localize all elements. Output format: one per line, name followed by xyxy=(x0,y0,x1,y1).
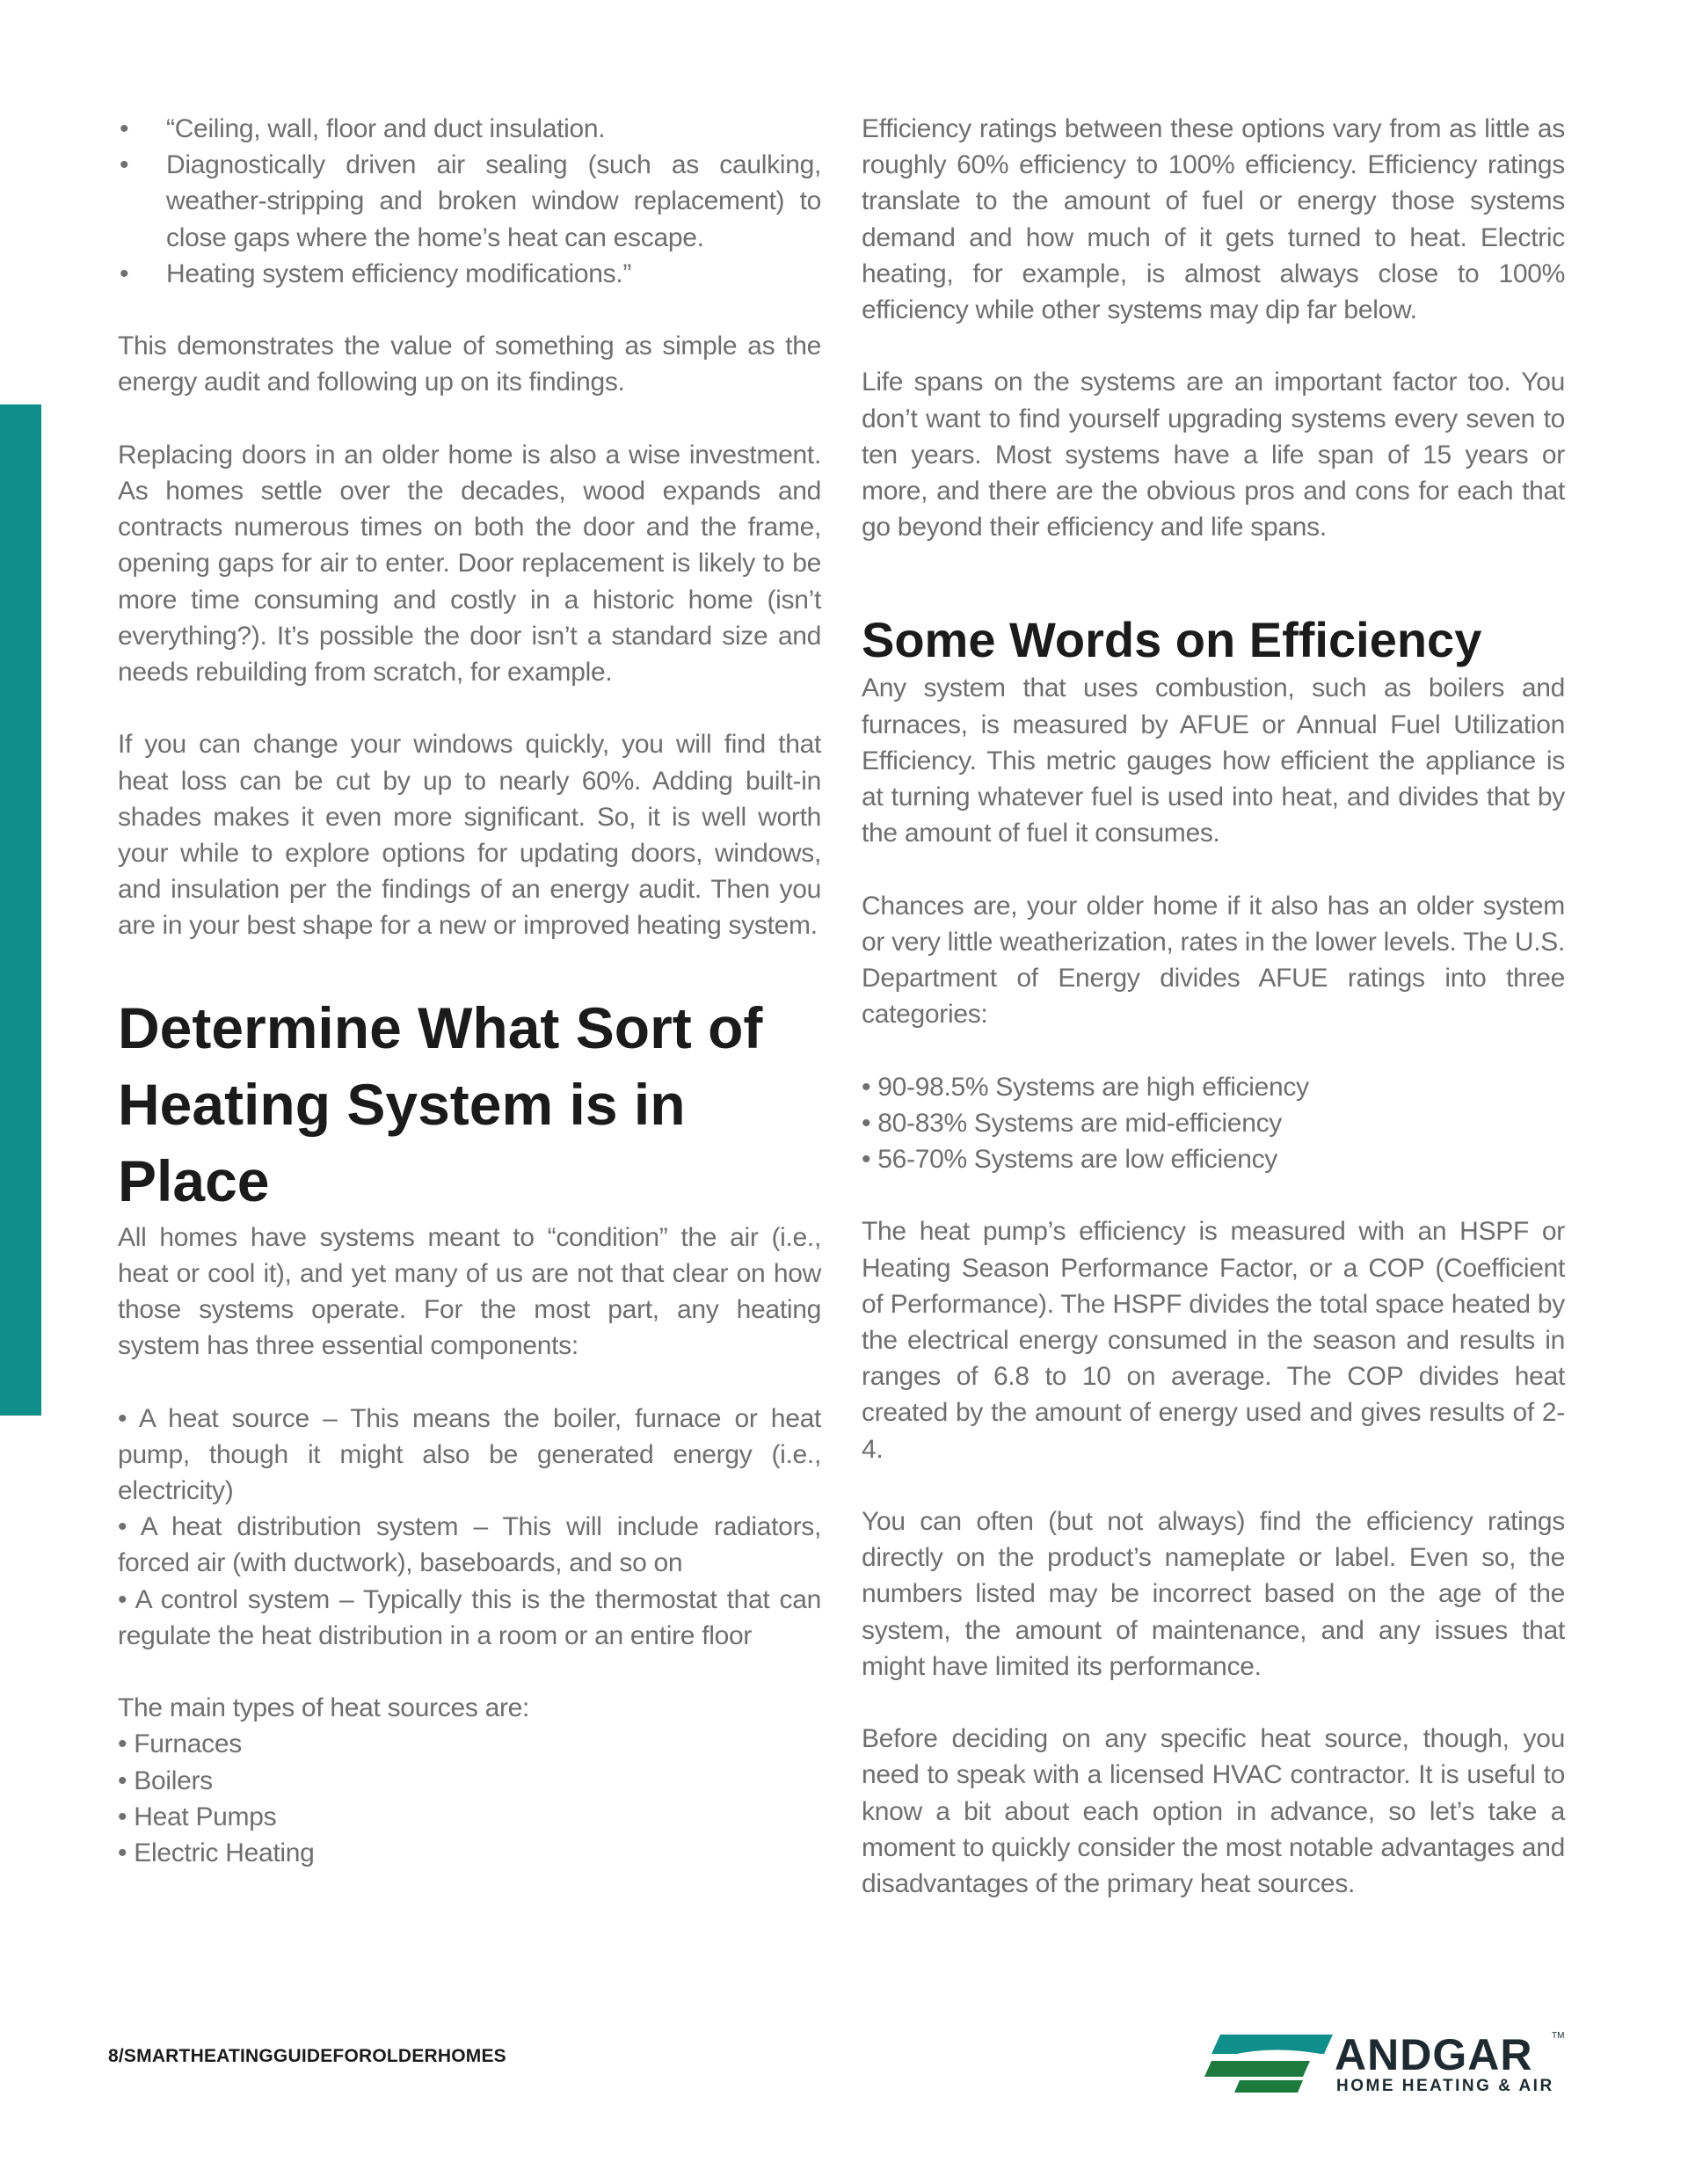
section-heading-heating-system: Determine What Sort of Heating System is in Place xyxy=(118,994,763,1213)
page-footer-label: 8/SMARTHEATINGGUIDEFOROLDERHOMES xyxy=(108,2046,506,2066)
logo-name: ANDGAR xyxy=(1335,2030,1533,2079)
paragraph-afue: Any system that uses combustion, such as boilers and furnaces, is measured by AFUE or Annual Fuel Utilization Efficiency. This metric gauges how efficient the appliance is at turning whatever fuel is used into heat, and divides that by the amount of fuel it consumes. xyxy=(862,673,1565,848)
paragraph-heat-pump: The heat pump’s efficiency is measured with an HSPF or Heating Season Performance Factor, or a COP (Coefficient of Performance). The HSPF divides the total space heated by the electrical energy consumed in the season and results in ranges of 6.8 to 10 on average. The COP divides heat created by the amount of energy used and gives results of 2-4. xyxy=(862,1217,1565,1464)
side-accent-bar xyxy=(0,404,41,1416)
heat-sources-list xyxy=(118,1726,821,1871)
list-item: • A control system – Typically this is the thermostat that can regulate the heat distribution in a room or an entire floor xyxy=(118,1582,821,1654)
paragraph-chances: Chances are, your older home if it also has an older system or very little weatherization, rates in the lower levels. The U.S. Department of Energy divides AFUE ratings into three categories: xyxy=(862,891,1566,1030)
list-item: • Furnaces xyxy=(118,1726,821,1762)
afue-categories-list xyxy=(862,1069,1565,1178)
logo-mark-icon xyxy=(1204,2031,1336,2094)
paragraph-contractor: Before deciding on any specific heat source, though, you need to speak with a licensed HVAC contractor. It is useful to know a bit about each option in advance, so let’s take a moment to quickly consider the most notable advantages and disadvantages of the primary heat sources. xyxy=(862,1724,1565,1899)
list-item: • Boilers xyxy=(118,1763,821,1799)
list-item: • Heat Pumps xyxy=(118,1799,821,1835)
paragraph-windows: If you can change your windows quickly, you will find that heat loss can be cut by up to nearly 60%. Adding built-in shades makes it even more significant. So, it is well worth your while to explore options for updating doors, windows, and insulation per the findings of an energy audit. Then you are in your best shape for a new or improved heating system. xyxy=(118,730,821,941)
heat-sources-intro: The main types of heat sources are: xyxy=(118,1693,530,1723)
list-item: • Heating system efficiency modifications.” xyxy=(118,256,821,292)
paragraph-homes: All homes have systems meant to “condition” the air (i.e., heat or cool it), and yet many of us are not that clear on how those systems operate. For the most part, any heating system has three essential components: xyxy=(118,1222,821,1361)
paragraph-lifespans: Life spans on the systems are an important factor too. You don’t want to find yourself upgrading systems every seven to ten years. Most systems have a life span of 15 years or more, and there are the obvious pros and cons for each that go beyond their efficiency and life spans. xyxy=(862,368,1565,542)
andgar-logo xyxy=(1204,2031,1565,2094)
list-item: • 90-98.5% Systems are high efficiency xyxy=(862,1069,1565,1105)
list-item: • A heat source – This means the boiler, furnace or heat pump, though it might also be generated energy (i.e., electricity) xyxy=(118,1401,821,1510)
left-column xyxy=(118,111,821,1871)
list-item: • “Ceiling, wall, floor and duct insulation. xyxy=(118,111,821,147)
section-heading-efficiency: Some Words on Efficiency xyxy=(862,612,1482,668)
paragraph-audit: This demonstrates the value of something as simple as the energy audit and following up on its findings. xyxy=(118,331,821,397)
paragraph-nameplate: You can often (but not always) find the efficiency ratings directly on the product’s nameplate or label. Even so, the numbers listed may be incorrect based on the age of the system, the amount of maintenance, and any issues that might have limited its performance. xyxy=(862,1507,1565,1681)
paragraph-ratings: Efficiency ratings between these options vary from as little as roughly 60% efficiency to 100% efficiency. Efficiency ratings translate to the amount of fuel or energy those systems demand and how much of it gets turned to heat. Electric heating, for example, is almost always close to 100% efficiency while other systems may dip far below. xyxy=(862,114,1565,325)
paragraph-doors: Replacing doors in an older home is also a wise investment. As homes settle over the decades, wood expands and contracts numerous times on both the door and the frame, opening gaps for air to enter. Door replacement is likely to be more time consuming and costly in a historic home (isn’t everything?). It’s possible the door isn’t a standard size and needs rebuilding from scratch, for example. xyxy=(118,440,821,688)
logo-trademark: TM xyxy=(1552,2031,1565,2041)
list-item: • 56-70% Systems are low efficiency xyxy=(862,1141,1565,1177)
components-list xyxy=(118,1401,821,1654)
logo-tagline: HOME HEATING & AIR xyxy=(1336,2077,1554,2095)
list-item: • Electric Heating xyxy=(118,1835,821,1871)
list-item: • Diagnostically driven air sealing (such as caulking, weather-stripping and broken window replacement) to close gaps where the home’s heat can escape. xyxy=(118,147,821,256)
list-item: • 80-83% Systems are mid-efficiency xyxy=(862,1105,1565,1141)
list-item: • A heat distribution system – This will include radiators, forced air (with ductwork), baseboards, and so on xyxy=(118,1509,821,1581)
intro-bullet-list xyxy=(118,111,821,292)
right-column xyxy=(862,111,1565,1902)
